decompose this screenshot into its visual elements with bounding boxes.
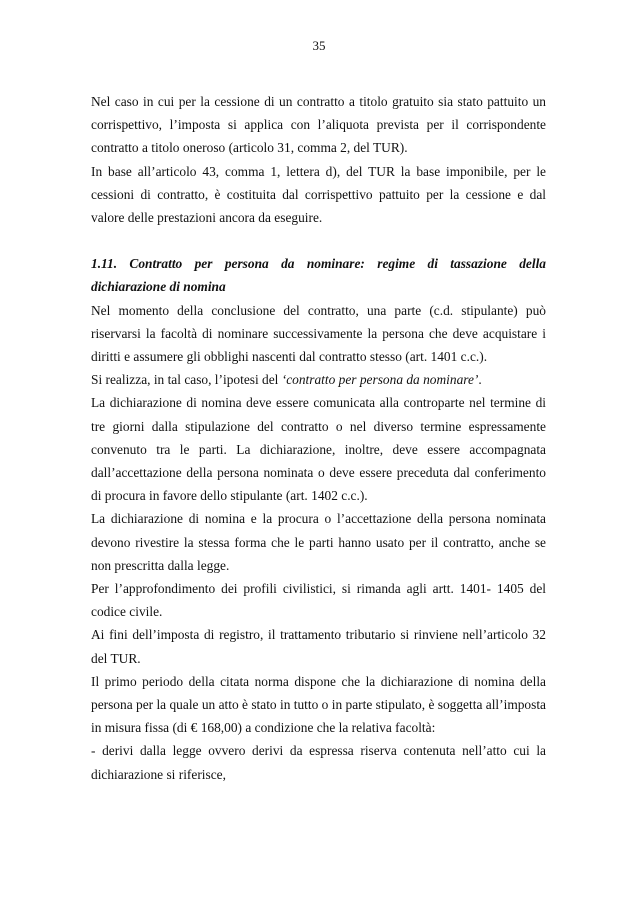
paragraph-forma: La dichiarazione di nomina e la procura o l’accettazione della persona nominata devono rivestire la stessa forma che le parti hanno usato per il contratto, anche se non prescritta dalla legge. [91, 511, 546, 573]
section-heading-line-1: 1.11. Contratto per persona da nominare: regime di tassazione della [91, 256, 546, 272]
paragraph-approfondimento: Per l’approfondimento dei profili civilistici, si rimanda agli artt. 1401- 1405 del codice civile. [91, 581, 546, 620]
paragraph-ipotesi-italic: ‘contratto per persona da nominare’ [281, 372, 479, 388]
paragraph-imposta-registro: Ai fini dell’imposta di registro, il trattamento tributario si rinviene nell’articolo 32 del TUR. [91, 627, 546, 666]
paragraph-stipulante: Nel momento della conclusione del contratto, una parte (c.d. stipulante) può riservarsi la facoltà di nominare successivamente la persona che deve acquistare i diritti e assumere gli obblighi nascenti dal contratto stesso (art. 1401 c.c.). [91, 302, 546, 365]
paragraph-comunicazione-nomina: La dichiarazione di nomina deve essere comunicata alla controparte nel termine di tre giorni dalla stipulazione del contratto o nel diverso termine espressamente convenuto tra le parti. La dichiarazione, inoltre, deve essere accompagnata dall’accettazione della persona nominata o deve essere preceduta dal conferimento di procura in favore dello stipulante (art. 1402 c.c.). [91, 395, 546, 504]
page-number: 35 [312, 38, 326, 53]
paragraph-ipotesi-end: . [478, 372, 482, 388]
section-heading-line-2: dichiarazione di nomina [91, 279, 226, 295]
paragraph-ipotesi-text: Si realizza, in tal caso, l’ipotesi del [91, 372, 282, 388]
paragraph-condizione: - derivi dalla legge ovvero derivi da espressa riserva contenuta nell’atto cui la dichiarazione si riferisce, [91, 743, 546, 782]
paragraph-cessione-gratuito: Nel caso in cui per la cessione di un contratto a titolo gratuito sia stato pattuito un corrispettivo, l’imposta si applica con l’aliquota prevista per il corrispondente contratto a titolo oneroso (articolo 31, comma 2, del TUR). [91, 94, 546, 156]
paragraph-base-imponibile: In base all’articolo 43, comma 1, lettera d), del TUR la base imponibile, per le cessioni di contratto, è costituita dal corrispettivo pattuito per la cessione e dal valore delle prestazioni ancora da eseguire. [91, 163, 546, 226]
section-spacer [91, 229, 546, 252]
section-heading [91, 252, 546, 298]
document-body [91, 90, 546, 786]
paragraph-ipotesi [91, 368, 546, 391]
paragraph-primo-periodo: Il primo periodo della citata norma dispone che la dichiarazione di nomina della persona per la quale un atto è stato in tutto o in parte stipulato, è soggetta all’imposta in misura fissa (di € 168,00) a condizione che la relativa facoltà: [91, 673, 546, 736]
